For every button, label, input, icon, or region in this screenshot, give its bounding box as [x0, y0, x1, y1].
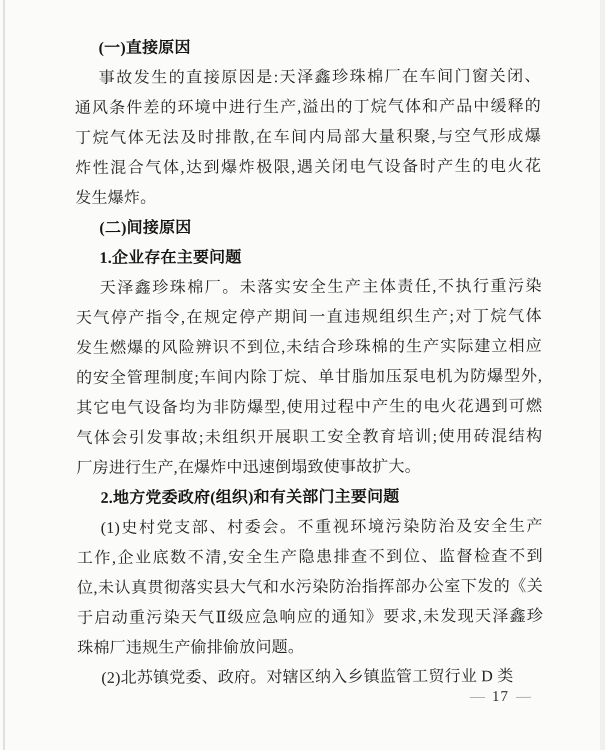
- scan-left-edge-line: [3, 0, 5, 750]
- page-number-right-dash: —: [515, 688, 532, 705]
- para-direct-cause-line: 事故发生的直接原因是:天泽鑫珍珠棉厂在车间门窗关闭、: [98, 67, 541, 87]
- page-number-left-dash: —: [469, 689, 486, 706]
- para-shicun-village-line: 珠棉厂违规生产偷排偷放问题。: [77, 639, 305, 658]
- para-shicun-village-line: 位,未认真贯彻落实县大气和水污染防治指挥部办公室下发的《关: [76, 577, 544, 598]
- para-shicun-village-line: 工作,企业底数不清,安全生产隐患排查不到位、监督检查不到: [76, 547, 543, 568]
- para-direct-cause-line: 丁烷气体无法及时排散,在车间内局部大量积聚,与空气形成爆: [74, 127, 542, 148]
- page-number: [470, 688, 531, 706]
- para-enterprise-line: 其它电气设备均为非防爆型,使用过程中产生的电火花遇到可燃: [76, 397, 543, 418]
- para-direct-cause-line: 通风条件差的环境中进行生产,溢出的丁烷气体和产品中缓释的: [74, 97, 541, 118]
- para-enterprise-line: 发生燃爆的风险辨识不到位,未结合珍珠棉的生产实际建立相应: [75, 337, 542, 358]
- page-number-value: 17: [491, 688, 510, 706]
- heading-enterprise-problems: 1.企业存在主要问题: [99, 249, 242, 267]
- para-beisu-town-line: (2)北苏镇党委、政府。对辖区纳入乡镇监管工贸行业 D 类: [101, 668, 514, 687]
- scan-right-edge-shade: [600, 0, 605, 750]
- heading-direct-cause: (一)直接原因: [98, 39, 191, 57]
- para-enterprise-line: 气体会引发事故;未组织开展职工安全教育培训;使用砖混结构: [76, 427, 543, 448]
- para-direct-cause-line: 发生爆炸。: [75, 189, 157, 208]
- heading-local-government-problems: 2.地方党委政府(组织)和有关部门主要问题: [100, 488, 400, 507]
- para-enterprise-line: 天气停产指令,在规定停产期间一直违规组织生产;对丁烷气体: [75, 307, 542, 328]
- heading-indirect-cause: (二)间接原因: [99, 219, 192, 237]
- document-body: [75, 32, 544, 694]
- para-direct-cause-line: 炸性混合气体,达到爆炸极限,遇关闭电气设备时产生的电火花: [75, 157, 542, 178]
- para-enterprise-line: 天泽鑫珍珠棉厂。未落实安全生产主体责任,不执行重污染: [99, 277, 542, 297]
- para-shicun-village-line: 于启动重污染天气Ⅱ级应急响应的通知》要求,未发现天泽鑫珍: [77, 607, 544, 628]
- para-enterprise-line: 厂房进行生产,在爆炸中迅速倒塌致使事故扩大。: [76, 458, 421, 478]
- para-enterprise-line: 的安全管理制度;车间内除丁烷、单甘脂加压泵电机为防爆型外,: [76, 367, 543, 388]
- para-shicun-village-line: (1)史村党支部、村委会。不重视环境污染防治及安全生产: [100, 517, 543, 537]
